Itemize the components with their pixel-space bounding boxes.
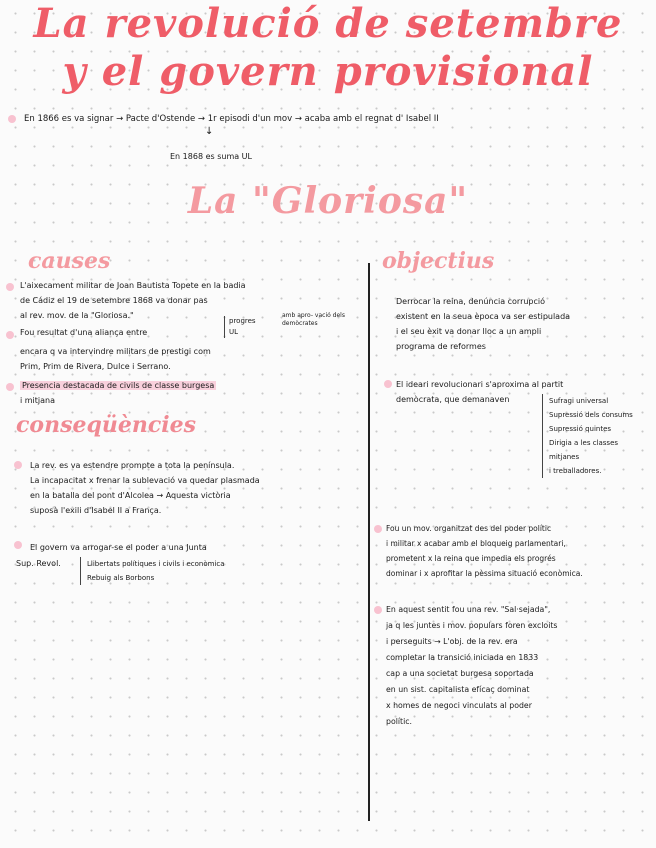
bullet-dot	[374, 525, 382, 533]
text-line: i militar x acabar amb el bloqueig parlamentari,	[386, 539, 566, 548]
bullet-dot	[8, 115, 16, 123]
column-divider	[368, 263, 370, 821]
text-line: suposà l'exili d'Isabel II a França.	[30, 506, 162, 515]
party-progres: progres	[229, 317, 256, 325]
objectives-heading: objectius	[382, 248, 495, 274]
title-line-1: La revolució de setembre	[33, 0, 623, 47]
text-line: ja q les juntes i mov. populars foren excloits	[386, 621, 558, 630]
bullet-dot	[6, 283, 14, 291]
causes-item-3	[20, 378, 216, 408]
text-line: de Cádiz el 19 de setembre 1868 va donar pas	[20, 296, 208, 305]
consequences-item-1	[16, 458, 260, 518]
consequences-heading: conseqüències	[16, 412, 196, 438]
bullet-dot	[384, 380, 392, 388]
title-line-2: y el govern provisional	[62, 48, 594, 95]
consequences-item-2-label: Sup. Revol.	[16, 559, 61, 568]
text-line: i perseguits → L'obj. de la rev. era	[386, 637, 518, 646]
list-item: Rebuig als Borbons	[87, 574, 155, 582]
bullet-dot	[374, 606, 382, 614]
text-line: Fou un mov. organitzat des del poder polític	[386, 524, 552, 533]
text-line: cap a una societat burgesa soportada	[386, 669, 534, 678]
causes-item-2-cont	[20, 344, 211, 374]
list-item: i treballadores.	[549, 467, 602, 475]
text-line: polític.	[386, 717, 413, 726]
list-item: Llibertats polítiques i civils i econòmica	[87, 560, 225, 568]
text-line: En aquest sentit fou una rev. "Sal·sejada",	[386, 605, 551, 614]
list-item: Supressió quintes	[549, 425, 612, 433]
text-line: i mitjana	[20, 396, 56, 405]
list-item: Sufragi universal	[549, 397, 609, 405]
text-line: encara q va intervindre militars de prestigi com	[20, 347, 211, 356]
text-line: programa de reformes	[396, 342, 486, 351]
causes-item-2-parties	[224, 316, 256, 338]
party-ul: UL	[229, 328, 239, 336]
list-item: Supressió dels consums	[549, 411, 633, 419]
objectives-item-3	[386, 521, 583, 581]
objectives-item-2	[396, 377, 563, 407]
objectives-item-4	[386, 602, 558, 730]
text-line: en un sist. capitalista efícaç dominat	[386, 685, 530, 694]
text-line: Derrocar la reina, denúncia corrupció	[396, 297, 546, 306]
subtitle: La "Gloriosa"	[187, 180, 469, 222]
text-line: El ideari revolucionari s'aproxima al partit	[396, 380, 564, 389]
highlight-text: Presencia destacada de civils de classe burgesa	[22, 381, 215, 390]
text-line: La rev. es va estendre prompte a tota la península.	[30, 461, 235, 470]
text-line: en la batalla del pont d'Alcolea → Aquesta victòria	[30, 491, 231, 500]
text-line: al rev. mov. de la "Gloriosa."	[20, 311, 134, 320]
bullet-dot	[6, 331, 14, 339]
causes-item-2-main: Fou resultat d'una aliança entre	[20, 328, 148, 337]
causes-heading: causes	[28, 248, 111, 274]
text-line: La incapacitat x frenar la sublevació va quedar plasmada	[30, 476, 260, 485]
bullet-dot	[6, 383, 14, 391]
intro-line-1: En 1866 es va signar → Pacte d'Ostende → 1r episodi d'un mov → acaba amb el regnat d' Isabel II	[24, 114, 439, 124]
intro-arrow: ↓	[205, 126, 214, 137]
objectives-item-2-list	[542, 394, 649, 478]
text-line: prometent x la reina que impedia els progrés	[386, 554, 556, 563]
text-line: demòcrata, que demanaven	[396, 395, 510, 404]
objectives-item-1	[396, 294, 570, 354]
list-item: Dirigia a les classes mitjanes	[549, 439, 619, 461]
text-line: i el seu èxit va donar lloc a un ampli	[396, 327, 542, 336]
consequences-item-2-list	[80, 557, 225, 585]
intro-line-2: En 1868 es suma UL	[170, 152, 252, 161]
text-line: x homes de negoci vinculats al poder	[386, 701, 532, 710]
text-line: Prim, Prim de Rivera, Dulce i Serrano.	[20, 362, 171, 371]
text-line: dominar i x aprofitar la pèssima situació econòmica.	[386, 569, 583, 578]
text-line: completar la transició iniciada en 1833	[386, 653, 539, 662]
bullet-dot	[14, 541, 22, 549]
text-line: L'aixecament militar de Joan Bautista Topete en la badia	[20, 281, 246, 290]
text-line: existent en la seua època va ser estipulada	[396, 312, 571, 321]
causes-item-2-note: amb apro- vació dels demòcrates	[282, 312, 345, 327]
consequences-item-2: El govern va arrogar-se el poder a una Junta	[30, 543, 207, 552]
